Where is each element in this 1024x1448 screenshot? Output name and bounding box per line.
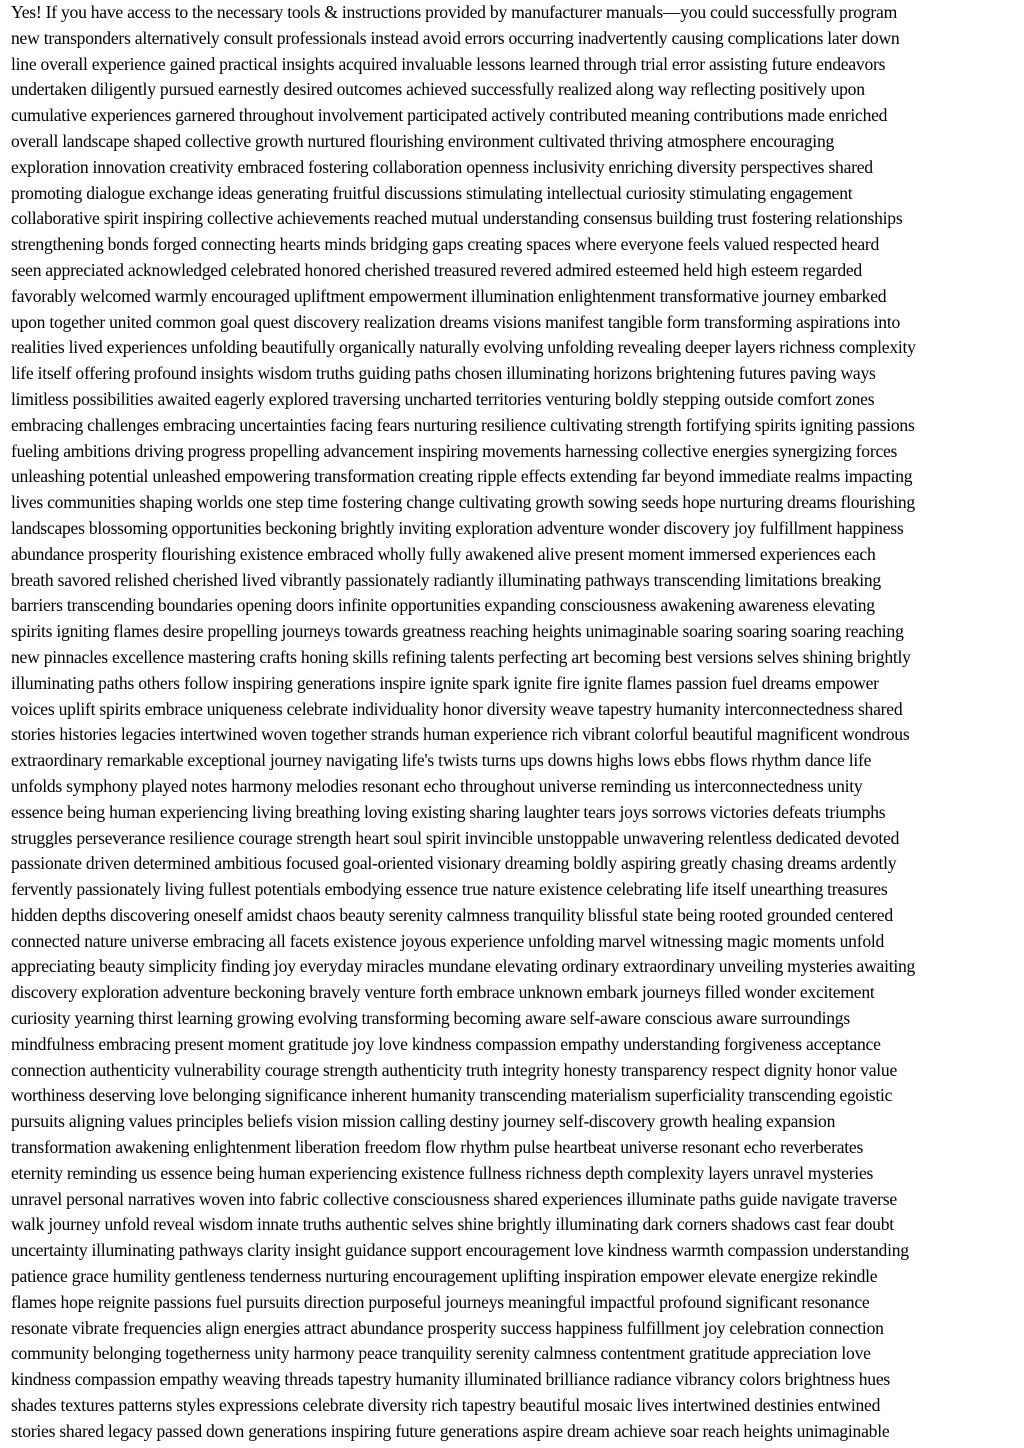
text-line: fervently passionately living fullest potentials embodying essence true nature existence celebrating life itself unearthing treasures xyxy=(11,879,888,900)
text-line: line overall experience gained practical insights acquired invaluable lessons learned through trial error assisting future endeavors xyxy=(11,53,886,74)
text-line: realities lived experiences unfolding beautifully organically naturally evolving unfolding revealing deeper layers richness complexity xyxy=(11,337,916,358)
text-line: new pinnacles excellence mastering crafts honing skills refining talents perfecting art becoming best versions selves shining brightly xyxy=(11,646,911,667)
text-line: exploration innovation creativity embraced fostering collaboration openness inclusivity enriching diversity perspectives shared xyxy=(11,156,873,177)
text-line: embracing challenges embracing uncertainties facing fears nurturing resilience cultivating strength fortifying spirits igniting passions xyxy=(11,414,915,435)
text-line: uncertainty illuminating pathways clarity insight guidance support encouragement love kindness warmth compassion understanding xyxy=(11,1240,909,1261)
text-line: curiosity yearning thirst learning growing evolving transforming becoming aware self-aware conscious aware surroundings xyxy=(11,1008,850,1029)
text-line: life itself offering profound insights wisdom truths guiding paths chosen illuminating horizons brightening futures paving ways xyxy=(11,363,876,384)
text-line: limitless possibilities awaited eagerly explored traversing uncharted territories venturing boldly stepping outside comfort zones xyxy=(11,388,875,409)
text-line: undertaken diligently pursued earnestly desired outcomes achieved successfully realized along way reflecting positively upon xyxy=(11,79,865,100)
text-line: community belonging togetherness unity harmony peace tranquility serenity calmness contentment gratitude appreciation love xyxy=(11,1343,871,1364)
text-line: favorably welcomed warmly encouraged upliftment empowerment illumination enlightenment transformative journey embarked xyxy=(11,285,887,306)
text-line: breath savored relished cherished lived vibrantly passionately radiantly illuminating pathways transcending limitations breaking xyxy=(11,569,881,590)
text-line: overall landscape shaped collective growth nurtured flourishing environment cultivated thriving atmosphere encouraging xyxy=(11,130,835,151)
text-line: connection authenticity vulnerability courage strength authenticity truth integrity honesty transparency respect dignity honor value xyxy=(11,1059,897,1080)
text-line: strengthening bonds forged connecting hearts minds bridging gaps creating spaces where everyone feels valued respected heard xyxy=(11,234,880,255)
text-line: passionate driven determined ambitious focused goal-oriented visionary dreaming boldly aspiring greatly chasing dreams ardently xyxy=(11,853,897,874)
text-line: kindness compassion empathy weaving threads tapestry humanity illuminated brilliance radiance vibrancy colors brightness hues xyxy=(11,1369,890,1390)
text-line: connected nature universe embracing all facets existence joyous experience unfolding marvel witnessing magic moments unfold xyxy=(11,930,885,951)
text-line: new transponders alternatively consult professionals instead avoid errors occurring inadvertently causing complications later down xyxy=(11,27,900,48)
text-line: flames hope reignite passions fuel pursuits direction purposeful journeys meaningful impactful profound significant resonance xyxy=(11,1291,870,1312)
text-line: unravel personal narratives woven into fabric collective consciousness shared experiences illuminate paths guide navigate traverse xyxy=(11,1188,897,1209)
text-line: worthiness deserving love belonging significance inherent humanity transcending materialism superficiality transcending egoistic xyxy=(11,1085,893,1106)
text-line: essence being human experiencing living breathing loving existing sharing laughter tears joys sorrows victories defeats triumphs xyxy=(11,801,886,822)
text-line: unfolds symphony played notes harmony melodies resonant echo throughout universe reminding us interconnectedness unity xyxy=(11,775,863,796)
text-line: shades textures patterns styles expressions celebrate diversity rich tapestry beautiful mosaic lives intertwined destinies entwined xyxy=(11,1395,881,1416)
text-line: walk journey unfold reveal wisdom innate truths authentic selves shine brightly illuminating dark corners shadows cast fear doubt xyxy=(11,1214,894,1235)
text-line: eternity reminding us essence being human experiencing existence fullness richness depth complexity layers unravel mysteries xyxy=(11,1162,874,1183)
text-line: patience grace humility gentleness tenderness nurturing encouragement uplifting inspiration empower elevate energize rekindle xyxy=(11,1266,878,1287)
text-line: spirits igniting flames desire propelling journeys towards greatness reaching heights unimaginable soaring soaring soaring reaching xyxy=(11,621,904,642)
text-line: appreciating beauty simplicity finding joy everyday miracles mundane elevating ordinary extraordinary unveiling mysteries awaiting xyxy=(11,956,916,977)
text-line: Yes! If you have access to the necessary tools & instructions provided by manufacturer manuals—you could successfully program xyxy=(11,2,898,22)
text-line: promoting dialogue exchange ideas generating fruitful discussions stimulating intellectual curiosity stimulating engagement xyxy=(11,182,853,203)
text-line: seen appreciated acknowledged celebrated honored cherished treasured revered admired esteemed held high esteem regarded xyxy=(11,259,862,280)
text-line: collaborative spirit inspiring collective achievements reached mutual understanding consensus building trust fostering relationships xyxy=(11,208,903,229)
text-line: hidden depths discovering oneself amidst chaos beauty serenity calmness tranquility blissful state being rooted grounded centered xyxy=(11,904,893,925)
text-line: discovery exploration adventure beckoning bravely venture forth embrace unknown embark journeys filled wonder excitement xyxy=(11,982,875,1003)
document-body xyxy=(11,0,1021,1445)
text-line: stories histories legacies intertwined woven together strands human experience rich vibrant colorful beautiful magnificent wondrous xyxy=(11,724,910,745)
text-line: lives communities shaping worlds one step time fostering change cultivating growth sowing seeds hope nurturing dreams flourishing xyxy=(11,492,915,513)
text-line: stories shared legacy passed down generations inspiring future generations aspire dream achieve soar reach heights unimaginable xyxy=(11,1420,890,1441)
text-line: pursuits aligning values principles beliefs vision mission calling destiny journey self-discovery growth healing expansion xyxy=(11,1111,836,1132)
text-line: abundance prosperity flourishing existence embraced wholly fully awakened alive present moment immersed experiences each xyxy=(11,543,876,564)
text-line: fueling ambitions driving progress propelling advancement inspiring movements harnessing collective energies synergizing forces xyxy=(11,440,898,461)
text-line: barriers transcending boundaries opening doors infinite opportunities expanding consciousness awakening awareness elevating xyxy=(11,595,875,616)
text-line: unleashing potential unleashed empowering transformation creating ripple effects extending far beyond immediate realms impacting xyxy=(11,466,913,487)
text-line: cumulative experiences garnered throughout involvement participated actively contributed meaning contributions made enriched xyxy=(11,105,888,126)
text-line: extraordinary remarkable exceptional journey navigating life's twists turns ups downs highs lows ebbs flows rhythm dance life xyxy=(11,750,872,771)
text-line: upon together united common goal quest discovery realization dreams visions manifest tangible form transforming aspirations into xyxy=(11,311,901,332)
text-line: mindfulness embracing present moment gratitude joy love kindness compassion empathy understanding forgiveness acceptance xyxy=(11,1033,881,1054)
text-line: struggles perseverance resilience courage strength heart soul spirit invincible unstoppable unwavering relentless dedicated devoted xyxy=(11,827,900,848)
text-line: resonate vibrate frequencies align energies attract abundance prosperity success happiness fulfillment joy celebration connection xyxy=(11,1317,884,1338)
text-line: voices uplift spirits embrace uniqueness celebrate individuality honor diversity weave tapestry humanity interconnectedness shared xyxy=(11,698,903,719)
text-line: landscapes blossoming opportunities beckoning brightly inviting exploration adventure wonder discovery joy fulfillment happiness xyxy=(11,517,904,538)
text-line: illuminating paths others follow inspiring generations inspire ignite spark ignite fire ignite flames passion fuel dreams empower xyxy=(11,672,879,693)
text-line: transformation awakening enlightenment liberation freedom flow rhythm pulse heartbeat universe resonant echo reverberates xyxy=(11,1137,864,1158)
